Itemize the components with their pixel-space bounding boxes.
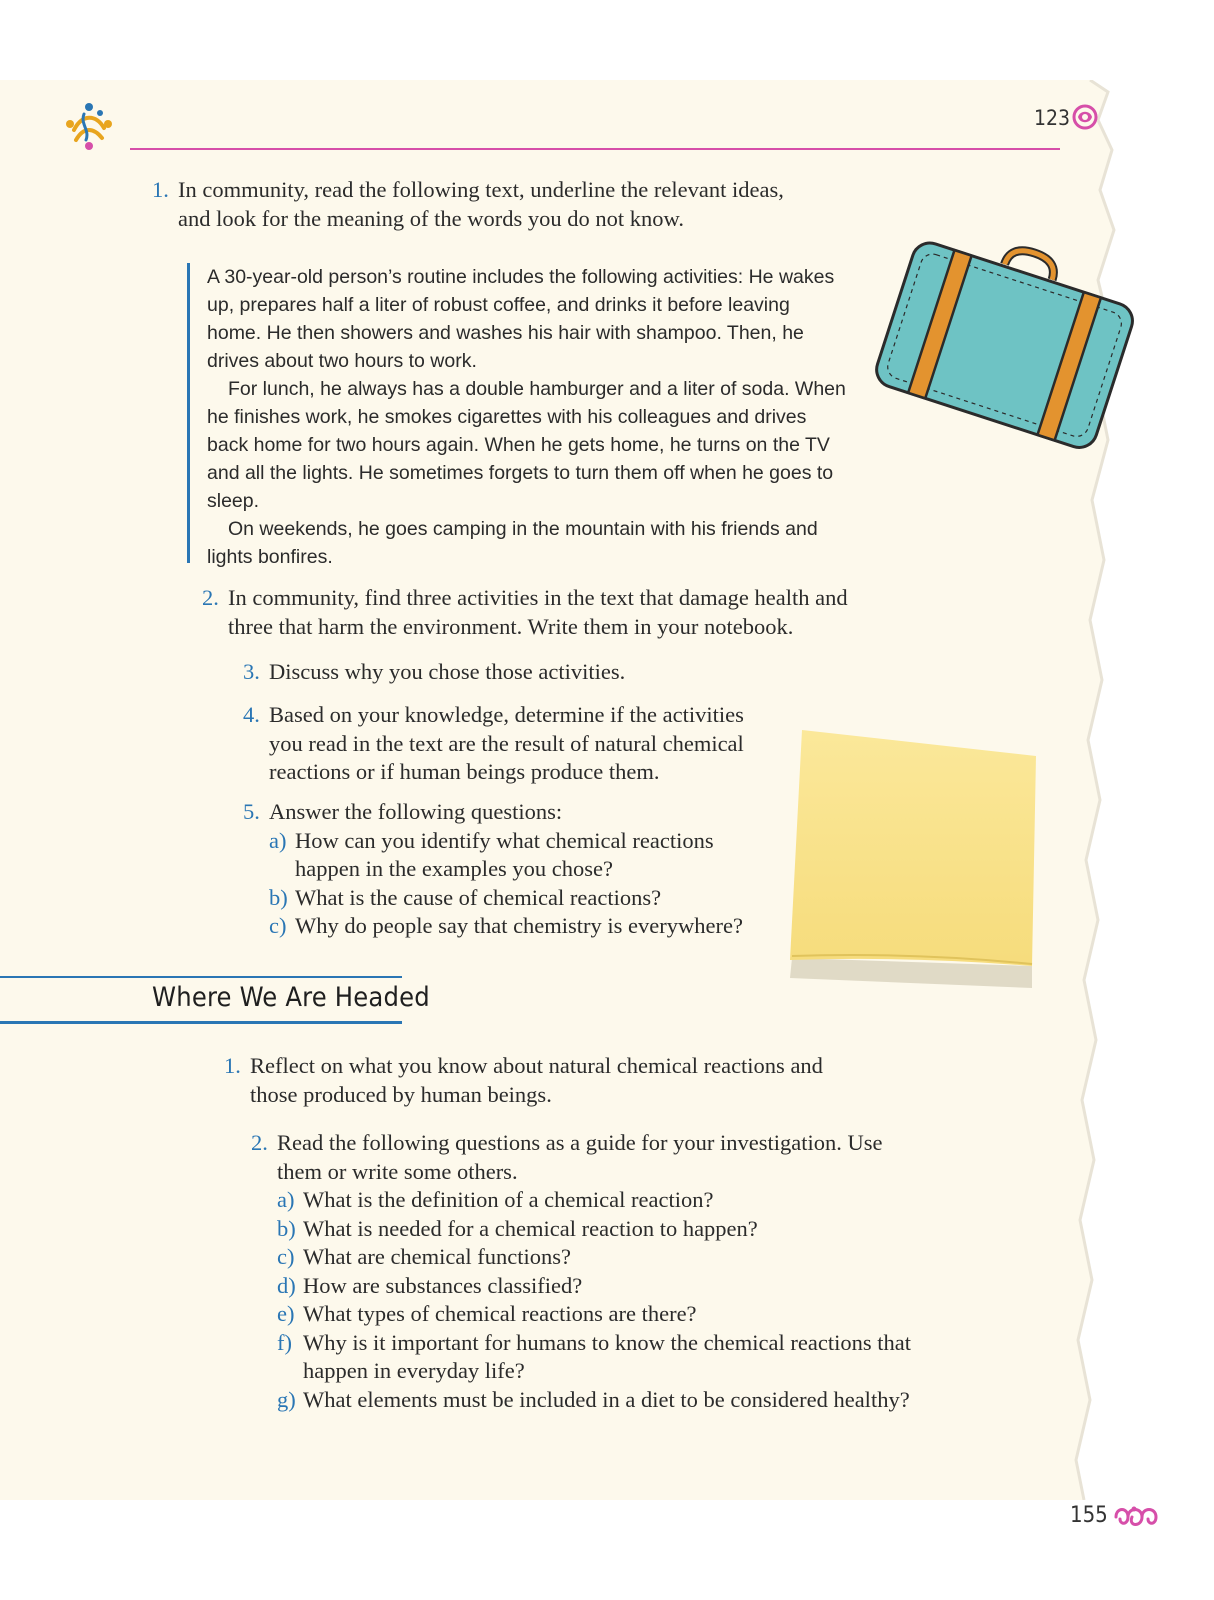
subquestion-letter: f): [277, 1329, 292, 1355]
subquestion-text: Why is it important for humans to know the chemical reactions that happen in everyday life?: [303, 1329, 911, 1383]
section-question-2: [251, 1129, 937, 1414]
subquestion-letter: g): [277, 1386, 296, 1412]
subquestion-text: What is the cause of chemical reactions?: [295, 884, 662, 910]
subquestion-letter: e): [277, 1301, 295, 1326]
subquestion-g: [277, 1386, 937, 1415]
question-number: 2.: [202, 585, 219, 610]
pink-ornament-icon: [1112, 1503, 1160, 1531]
question-text: Answer the following questions:: [269, 799, 563, 824]
reading-paragraph-3: On weekends, he goes camping in the mountain with his friends and lights bonfires.: [207, 518, 818, 568]
subquestion-c: [277, 1243, 937, 1272]
question-text: In community, read the following text, underline the relevant ideas, and look for the meaning of the words you do not know.: [178, 177, 784, 231]
subquestion-text: How are substances classified?: [303, 1272, 583, 1298]
reading-passage: [187, 263, 847, 568]
subquestion-text: Why do people say that chemistry is everywhere?: [295, 913, 743, 938]
section-rule-bottom: [0, 1021, 402, 1024]
section-question-1: [224, 1052, 850, 1109]
subquestion-text: How can you identify what chemical reactions happen in the examples you chose?: [295, 827, 714, 881]
subquestion-e: [277, 1300, 937, 1329]
subquestion-a: [269, 827, 759, 884]
subquestion-text: What is needed for a chemical reaction to happen?: [303, 1215, 758, 1241]
question-text: Discuss why you chose those activities.: [269, 659, 626, 684]
subquestion-f: [277, 1329, 937, 1386]
community-logo-icon: [62, 100, 116, 154]
subquestion-a: [277, 1186, 937, 1215]
subquestion-text: What are chemical functions?: [303, 1244, 571, 1269]
activity-question-5: [243, 798, 759, 941]
subquestion-letter: d): [277, 1272, 296, 1298]
subquestion-d: [277, 1272, 937, 1301]
question-text: Reflect on what you know about natural chemical reactions and those produced by human beings.: [250, 1053, 823, 1107]
subquestion-text: What types of chemical reactions are there?: [303, 1301, 697, 1326]
activity-question-2: [202, 584, 868, 641]
section-title: Where We Are Headed: [152, 982, 430, 1013]
activity-question-3: [243, 658, 789, 687]
subquestion-letter: a): [269, 827, 287, 853]
question-number: 2.: [251, 1130, 268, 1155]
subquestion-letter: c): [269, 913, 287, 938]
subquestion-b: [269, 884, 759, 913]
subquestion-letter: b): [269, 884, 288, 910]
subquestion-b: [277, 1215, 937, 1244]
question-text: Based on your knowledge, determine if the activities you read in the text are the result of natural chemical reactions or if human beings produce them.: [269, 702, 744, 784]
page-number-bottom: 155: [1070, 1503, 1108, 1528]
subquestion-letter: c): [277, 1244, 295, 1269]
subquestion-text: What elements must be included in a diet to be considered healthy?: [303, 1386, 910, 1412]
question-number: 1.: [152, 177, 169, 202]
subquestion-c: [269, 912, 759, 941]
question-number: 1.: [224, 1053, 241, 1078]
question-number: 3.: [243, 659, 260, 684]
suitcase-illustration: [868, 240, 1138, 460]
question-text: Read the following questions as a guide for your investigation. Use them or write some others.: [277, 1130, 883, 1184]
section-rule-top: [0, 976, 402, 978]
question-text: In community, find three activities in the text that damage health and three that harm the environment. Write them in your notebook.: [228, 585, 848, 639]
header-rule: [130, 148, 1060, 150]
sticky-note-illustration: [770, 720, 1050, 1000]
activity-question-1: [152, 176, 818, 233]
reading-paragraph-1: A 30-year-old person’s routine includes the following activities: He wakes up, prepares half a liter of robust coffee, and drinks it before leaving home. He then showers and washes his hair with shampoo. Then, he drives about two hours to work.: [207, 266, 835, 372]
subquestion-text: What is the definition of a chemical reaction?: [303, 1187, 714, 1212]
subquestion-letter: a): [277, 1187, 295, 1212]
question-number: 5.: [243, 799, 260, 824]
pink-ornament-icon: [1070, 102, 1100, 132]
activity-question-4: [243, 701, 769, 787]
page-number-top: 123: [1034, 106, 1071, 130]
subquestion-letter: b): [277, 1215, 296, 1241]
reading-paragraph-2: For lunch, he always has a double hamburger and a liter of soda. When he finishes work, he smokes cigarettes with his colleagues and drives back home for two hours again. When he gets home, he turns on the TV and all the lights. He sometimes forgets to turn them off when he goes to sleep.: [207, 378, 846, 512]
question-number: 4.: [243, 702, 260, 727]
